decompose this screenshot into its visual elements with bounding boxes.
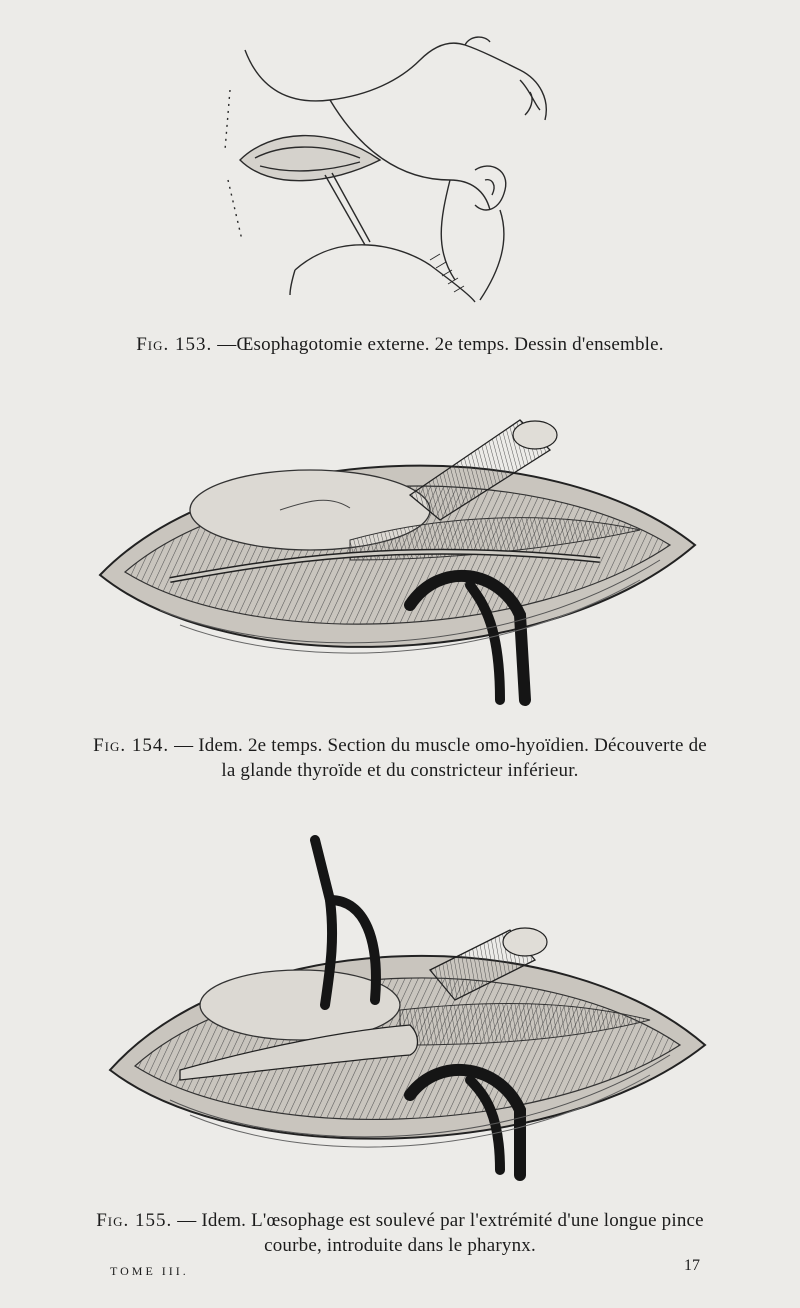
page-number: 17	[684, 1257, 700, 1274]
figure-label: Fig. 153.	[136, 334, 213, 355]
caption-text-line-2: courbe, introduite dans le pharynx.	[264, 1235, 536, 1256]
figure-153-caption	[20, 332, 780, 357]
caption-dash: —	[174, 735, 194, 756]
caption-dash: —	[177, 1210, 197, 1231]
wound-esophagus-drawing	[90, 830, 730, 1190]
figure-label: Fig. 154.	[93, 735, 170, 756]
caption-text: Idem. 2e temps. Section du muscle omo-hyoïdien. Découverte de	[198, 735, 707, 756]
caption-text: Idem. L'œsophage est soulevé par l'extrémité d'une longue pince	[201, 1210, 704, 1231]
figure-154-caption	[20, 733, 780, 783]
figure-label: Fig. 155.	[96, 1210, 173, 1231]
neck-sketch-drawing	[200, 30, 600, 310]
figure-153-illustration	[200, 30, 600, 310]
figure-155-illustration	[90, 830, 730, 1190]
figure-155-caption	[20, 1208, 780, 1258]
figure-154-illustration	[80, 400, 720, 720]
caption-text-line-2: la glande thyroïde et du constricteur inférieur.	[221, 760, 579, 781]
caption-text: Œsophagotomie externe. 2e temps. Dessin d'ensemble.	[236, 334, 664, 355]
wound-section-drawing	[80, 400, 720, 720]
caption-dash: —	[217, 334, 237, 355]
volume-label: TOME III.	[110, 1264, 189, 1278]
